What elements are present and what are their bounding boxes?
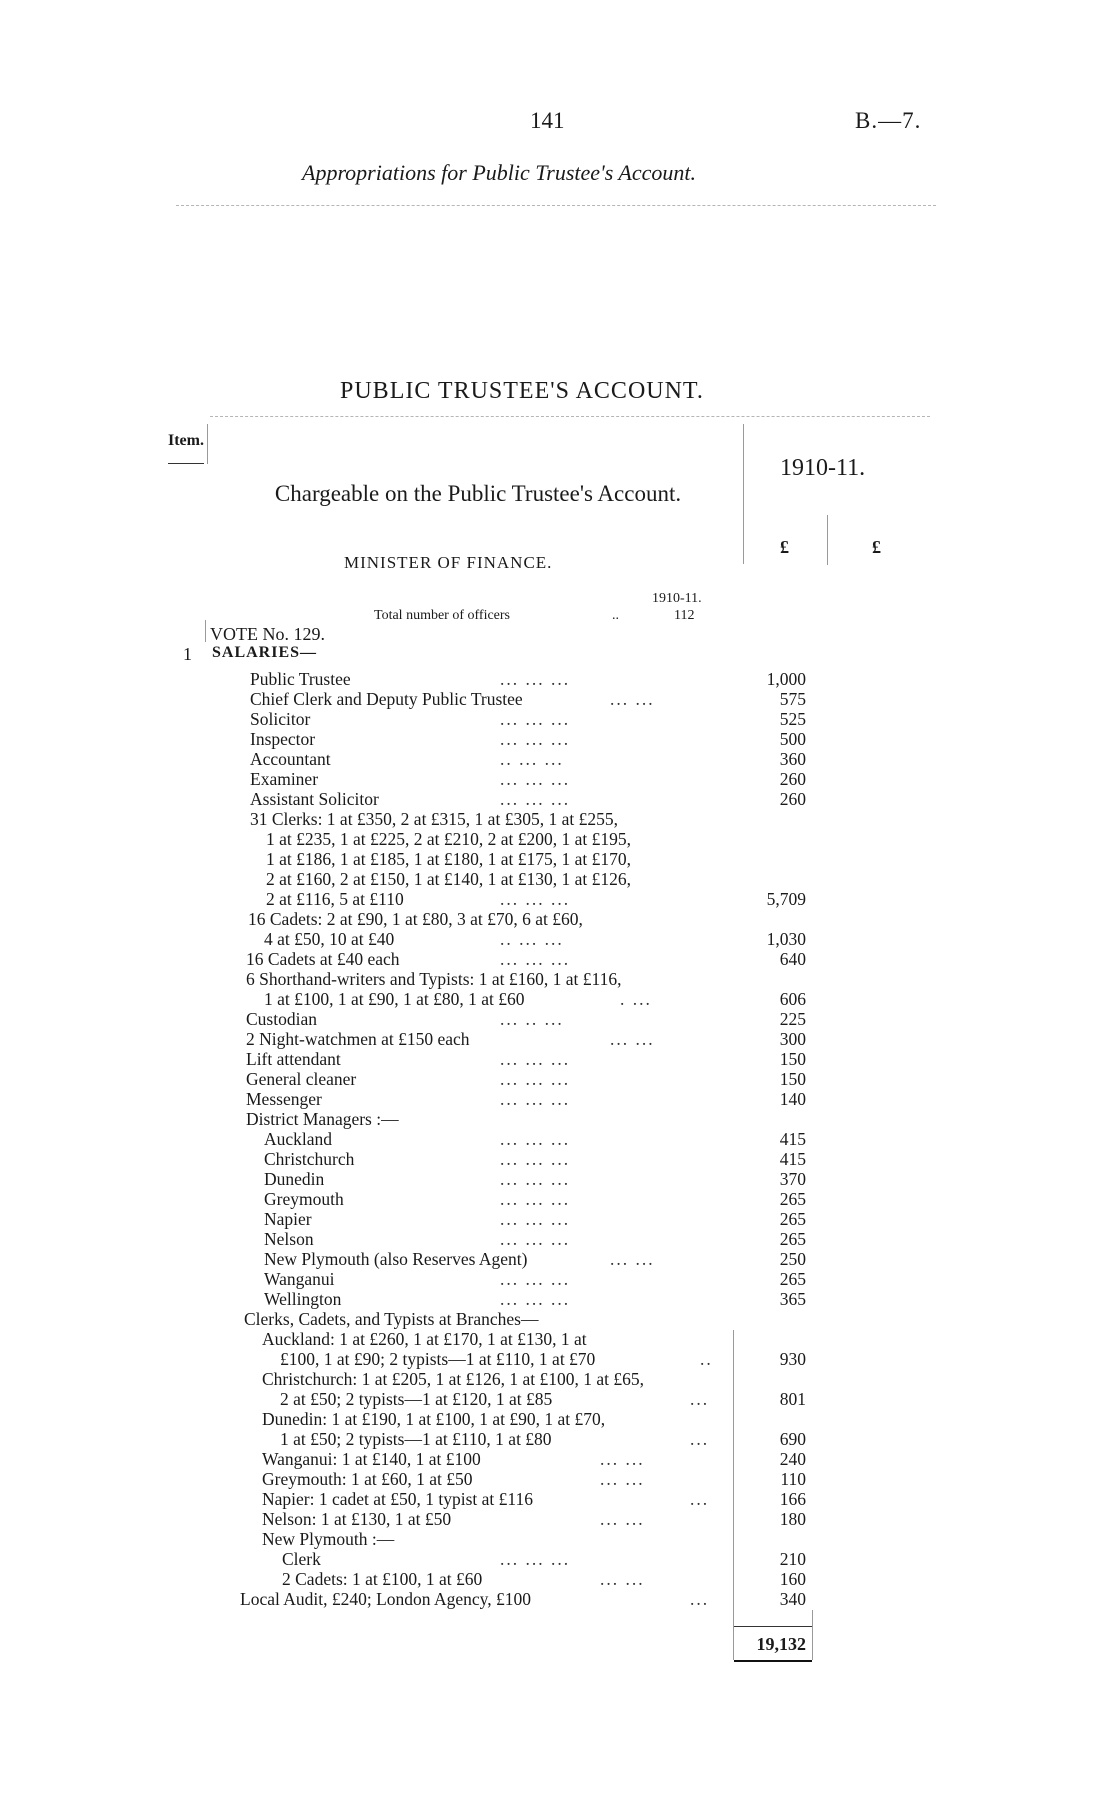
row-dots: .. ... ...: [500, 929, 564, 949]
row-dots: ...: [690, 1489, 710, 1509]
table-row: [0, 1329, 1114, 1349]
table-row: [0, 1469, 1114, 1489]
table-row: [0, 1449, 1114, 1469]
row-label: 2 at £160, 2 at £150, 1 at £140, 1 at £130, 1 at £126,: [266, 869, 632, 889]
chargeable-heading: Chargeable on the Public Trustee's Account.: [274, 481, 682, 506]
row-label: Wanganui: 1 at £140, 1 at £100: [262, 1449, 481, 1469]
table-row: [0, 1389, 1114, 1409]
row-label: Napier: [264, 1209, 312, 1229]
officers-label: Total number of officers: [374, 608, 510, 623]
row-dots: ... ... ...: [500, 1129, 571, 1149]
officers-dots: ..: [612, 608, 619, 623]
table-row: [0, 1369, 1114, 1389]
row-label: Inspector: [250, 729, 316, 749]
table-row: [0, 729, 1114, 749]
account-title: PUBLIC TRUSTEE'S ACCOUNT.: [340, 378, 704, 404]
table-row: [0, 1189, 1114, 1209]
table-row: [0, 909, 1114, 929]
row-dots: ... ... ...: [500, 1289, 571, 1309]
table-row: [0, 1069, 1114, 1089]
grand-total: 19,132: [756, 1634, 806, 1654]
row-label: 1 at £235, 1 at £225, 2 at £210, 2 at £200, 1 at £195,: [266, 829, 632, 849]
row-dots: ... ... ...: [500, 1189, 571, 1209]
row-dots: ..: [700, 1349, 713, 1369]
row-amount: 260: [779, 789, 806, 809]
vote-label: VOTE No. 129.: [210, 624, 325, 644]
table-row: [0, 1149, 1114, 1169]
row-amount: 265: [779, 1209, 806, 1229]
row-dots: ... ...: [600, 1449, 645, 1469]
row-dots: ... ... ...: [500, 669, 571, 689]
pound-column-divider: [827, 515, 828, 565]
row-label: 1 at £186, 1 at £185, 1 at £180, 1 at £175, 1 at £170,: [266, 849, 632, 869]
row-amount: 225: [779, 1009, 806, 1029]
table-row: [0, 689, 1114, 709]
row-amount: 140: [779, 1089, 806, 1109]
row-amount: 180: [779, 1509, 806, 1529]
row-amount: 210: [779, 1549, 806, 1569]
row-label: 16 Cadets at £40 each: [246, 949, 400, 969]
total-rule-top: [734, 1626, 812, 1627]
row-amount: 265: [779, 1229, 806, 1249]
row-label: Dunedin: [264, 1169, 325, 1189]
table-row: [0, 1409, 1114, 1429]
row-amount: 1,000: [766, 669, 806, 689]
table-row: [0, 1029, 1114, 1049]
table-row: [0, 929, 1114, 949]
row-label: Napier: 1 cadet at £50, 1 typist at £116: [262, 1489, 534, 1509]
row-label: Auckland: [264, 1129, 333, 1149]
row-dots: ... ... ...: [500, 1549, 571, 1569]
row-amount: 240: [779, 1449, 806, 1469]
row-dots: ...: [690, 1589, 710, 1609]
row-amount: 110: [780, 1469, 806, 1489]
row-label: Nelson: 1 at £130, 1 at £50: [262, 1509, 452, 1529]
table-row: [0, 1589, 1114, 1609]
row-amount: 300: [779, 1029, 806, 1049]
row-label: 2 Night-watchmen at £150 each: [246, 1029, 470, 1049]
row-label: Nelson: [264, 1229, 314, 1249]
ministry-heading: MINISTER OF FINANCE.: [344, 553, 553, 572]
row-amount: 575: [779, 689, 806, 709]
row-dots: ... ... ...: [500, 769, 571, 789]
item-column-rule: [168, 463, 204, 464]
row-dots: ... ... ...: [500, 1229, 571, 1249]
table-row: [0, 749, 1114, 769]
section-heading: SALARIES—: [212, 644, 318, 661]
row-amount: 370: [779, 1169, 806, 1189]
row-amount: 166: [779, 1489, 806, 1509]
document-reference: B.—7.: [855, 108, 922, 133]
row-label: £100, 1 at £90; 2 typists—1 at £110, 1 at £70: [280, 1349, 596, 1369]
table-row: [0, 769, 1114, 789]
row-label: New Plymouth :—: [262, 1529, 395, 1549]
row-amount: 415: [779, 1129, 806, 1149]
row-dots: ... ... ...: [500, 949, 571, 969]
row-label: Greymouth: [264, 1189, 344, 1209]
table-row: [0, 949, 1114, 969]
row-dots: ...: [690, 1429, 710, 1449]
page-number: 141: [530, 108, 565, 133]
table-row: [0, 969, 1114, 989]
vote-margin-line: [205, 620, 206, 642]
running-head: Appropriations for Public Trustee's Account.: [302, 160, 696, 185]
row-label: Christchurch: 1 at £205, 1 at £126, 1 at £100, 1 at £65,: [262, 1369, 645, 1389]
row-amount: 150: [779, 1049, 806, 1069]
row-amount: 415: [779, 1149, 806, 1169]
year-column-label: 1910-11.: [780, 455, 866, 481]
row-label: 6 Shorthand-writers and Typists: 1 at £160, 1 at £116,: [246, 969, 622, 989]
row-amount: 930: [779, 1349, 806, 1369]
row-amount: 265: [779, 1269, 806, 1289]
table-row: [0, 1209, 1114, 1229]
row-label: Auckland: 1 at £260, 1 at £170, 1 at £130, 1 at: [262, 1329, 587, 1349]
table-row: [0, 1289, 1114, 1309]
row-dots: ... ... ...: [500, 709, 571, 729]
row-label: New Plymouth (also Reserves Agent): [264, 1249, 528, 1269]
row-dots: ... ... ...: [500, 729, 571, 749]
table-row: [0, 809, 1114, 829]
row-dots: ... ... ...: [500, 889, 571, 909]
row-amount: 5,709: [766, 889, 806, 909]
table-row: [0, 1529, 1114, 1549]
table-row: [0, 889, 1114, 909]
row-amount: 640: [779, 949, 806, 969]
row-dots: ... ... ...: [500, 789, 571, 809]
row-dots: ... ...: [610, 1249, 655, 1269]
table-row: [0, 1569, 1114, 1589]
row-label: Solicitor: [250, 709, 311, 729]
row-amount: 260: [779, 769, 806, 789]
header-divider: [176, 205, 936, 206]
row-dots: ... ... ...: [500, 1069, 571, 1089]
table-row: [0, 1129, 1114, 1149]
table-row: [0, 1509, 1114, 1529]
officers-count: 112: [674, 608, 695, 623]
row-label: 16 Cadets: 2 at £90, 1 at £80, 3 at £70, 6 at £60,: [248, 909, 583, 929]
row-label: Greymouth: 1 at £60, 1 at £50: [262, 1469, 473, 1489]
item-column-border: [207, 424, 208, 464]
row-label: Christchurch: [264, 1149, 355, 1169]
table-row: [0, 1549, 1114, 1569]
row-dots: ... ...: [610, 1029, 655, 1049]
table-row: [0, 1309, 1114, 1329]
table-row: [0, 1349, 1114, 1369]
row-label: Wanganui: [264, 1269, 335, 1289]
table-row: [0, 1169, 1114, 1189]
row-label: Examiner: [250, 769, 319, 789]
row-label: 4 at £50, 10 at £40: [264, 929, 395, 949]
row-amount: 801: [779, 1389, 806, 1409]
row-dots: .. ... ...: [500, 749, 564, 769]
row-label: Chief Clerk and Deputy Public Trustee: [250, 689, 523, 709]
table-row: [0, 1009, 1114, 1029]
table-row: [0, 1269, 1114, 1289]
pound-symbol-left: £: [780, 537, 789, 557]
row-label: Assistant Solicitor: [250, 789, 379, 809]
row-label: Lift attendant: [246, 1049, 341, 1069]
row-label: Clerks, Cadets, and Typists at Branches—: [244, 1309, 539, 1329]
row-amount: 1,030: [766, 929, 806, 949]
row-amount: 160: [779, 1569, 806, 1589]
row-dots: ... ...: [600, 1469, 645, 1489]
row-amount: 500: [779, 729, 806, 749]
row-amount: 690: [779, 1429, 806, 1449]
amount-left-border: [733, 1330, 734, 1660]
table-row: [0, 1089, 1114, 1109]
row-amount: 365: [779, 1289, 806, 1309]
row-amount: 265: [779, 1189, 806, 1209]
row-label: 2 Cadets: 1 at £100, 1 at £60: [282, 1569, 483, 1589]
table-row: [0, 669, 1114, 689]
table-row: [0, 989, 1114, 1009]
table-row: [0, 849, 1114, 869]
row-label: Clerk: [282, 1549, 321, 1569]
row-dots: ... ... ...: [500, 1089, 571, 1109]
table-row: [0, 829, 1114, 849]
table-row: [0, 1489, 1114, 1509]
table-row: [0, 1109, 1114, 1129]
row-amount: 360: [779, 749, 806, 769]
amount-right-border: [812, 1610, 813, 1660]
row-label: 31 Clerks: 1 at £350, 2 at £315, 1 at £305, 1 at £255,: [250, 809, 618, 829]
table-row: [0, 1249, 1114, 1269]
row-label: 2 at £50; 2 typists—1 at £120, 1 at £85: [280, 1389, 553, 1409]
amount-column-border: [743, 424, 744, 564]
row-dots: ...: [690, 1389, 710, 1409]
row-amount: 525: [779, 709, 806, 729]
table-row: [0, 1429, 1114, 1449]
item-column-label: Item.: [168, 432, 204, 449]
table-row: [0, 709, 1114, 729]
total-rule-bottom: [734, 1660, 812, 1662]
row-label: Dunedin: 1 at £190, 1 at £100, 1 at £90, 1 at £70,: [262, 1409, 606, 1429]
table-row: [0, 1229, 1114, 1249]
row-label: District Managers :—: [246, 1109, 399, 1129]
row-dots: ... ... ...: [500, 1149, 571, 1169]
row-amount: 340: [779, 1589, 806, 1609]
table-row: [0, 869, 1114, 889]
officers-year: 1910-11.: [652, 591, 702, 606]
row-dots: ... ... ...: [500, 1209, 571, 1229]
pound-symbol-right: £: [872, 537, 881, 557]
row-amount: 606: [779, 989, 806, 1009]
row-dots: ... ...: [610, 689, 655, 709]
row-label: 2 at £116, 5 at £110: [266, 889, 404, 909]
row-label: 1 at £50; 2 typists—1 at £110, 1 at £80: [280, 1429, 552, 1449]
row-amount: 150: [779, 1069, 806, 1089]
row-label: Custodian: [246, 1009, 317, 1029]
title-divider: [210, 416, 930, 417]
row-amount: 250: [779, 1249, 806, 1269]
row-label: Accountant: [250, 749, 331, 769]
row-dots: ... ... ...: [500, 1169, 571, 1189]
row-dots: ... .. ...: [500, 1009, 564, 1029]
row-label: Local Audit, £240; London Agency, £100: [240, 1589, 531, 1609]
row-dots: ... ... ...: [500, 1049, 571, 1069]
row-label: Messenger: [246, 1089, 322, 1109]
row-label: 1 at £100, 1 at £90, 1 at £80, 1 at £60: [264, 989, 525, 1009]
row-dots: ... ... ...: [500, 1269, 571, 1289]
row-label: General cleaner: [246, 1069, 357, 1089]
row-label: Public Trustee: [250, 669, 351, 689]
table-row: [0, 1049, 1114, 1069]
item-number: 1: [183, 644, 192, 664]
row-label: Wellington: [264, 1289, 342, 1309]
row-dots: ... ...: [600, 1569, 645, 1589]
table-row: [0, 789, 1114, 809]
row-dots: ... ...: [600, 1509, 645, 1529]
row-dots: . ...: [620, 989, 652, 1009]
